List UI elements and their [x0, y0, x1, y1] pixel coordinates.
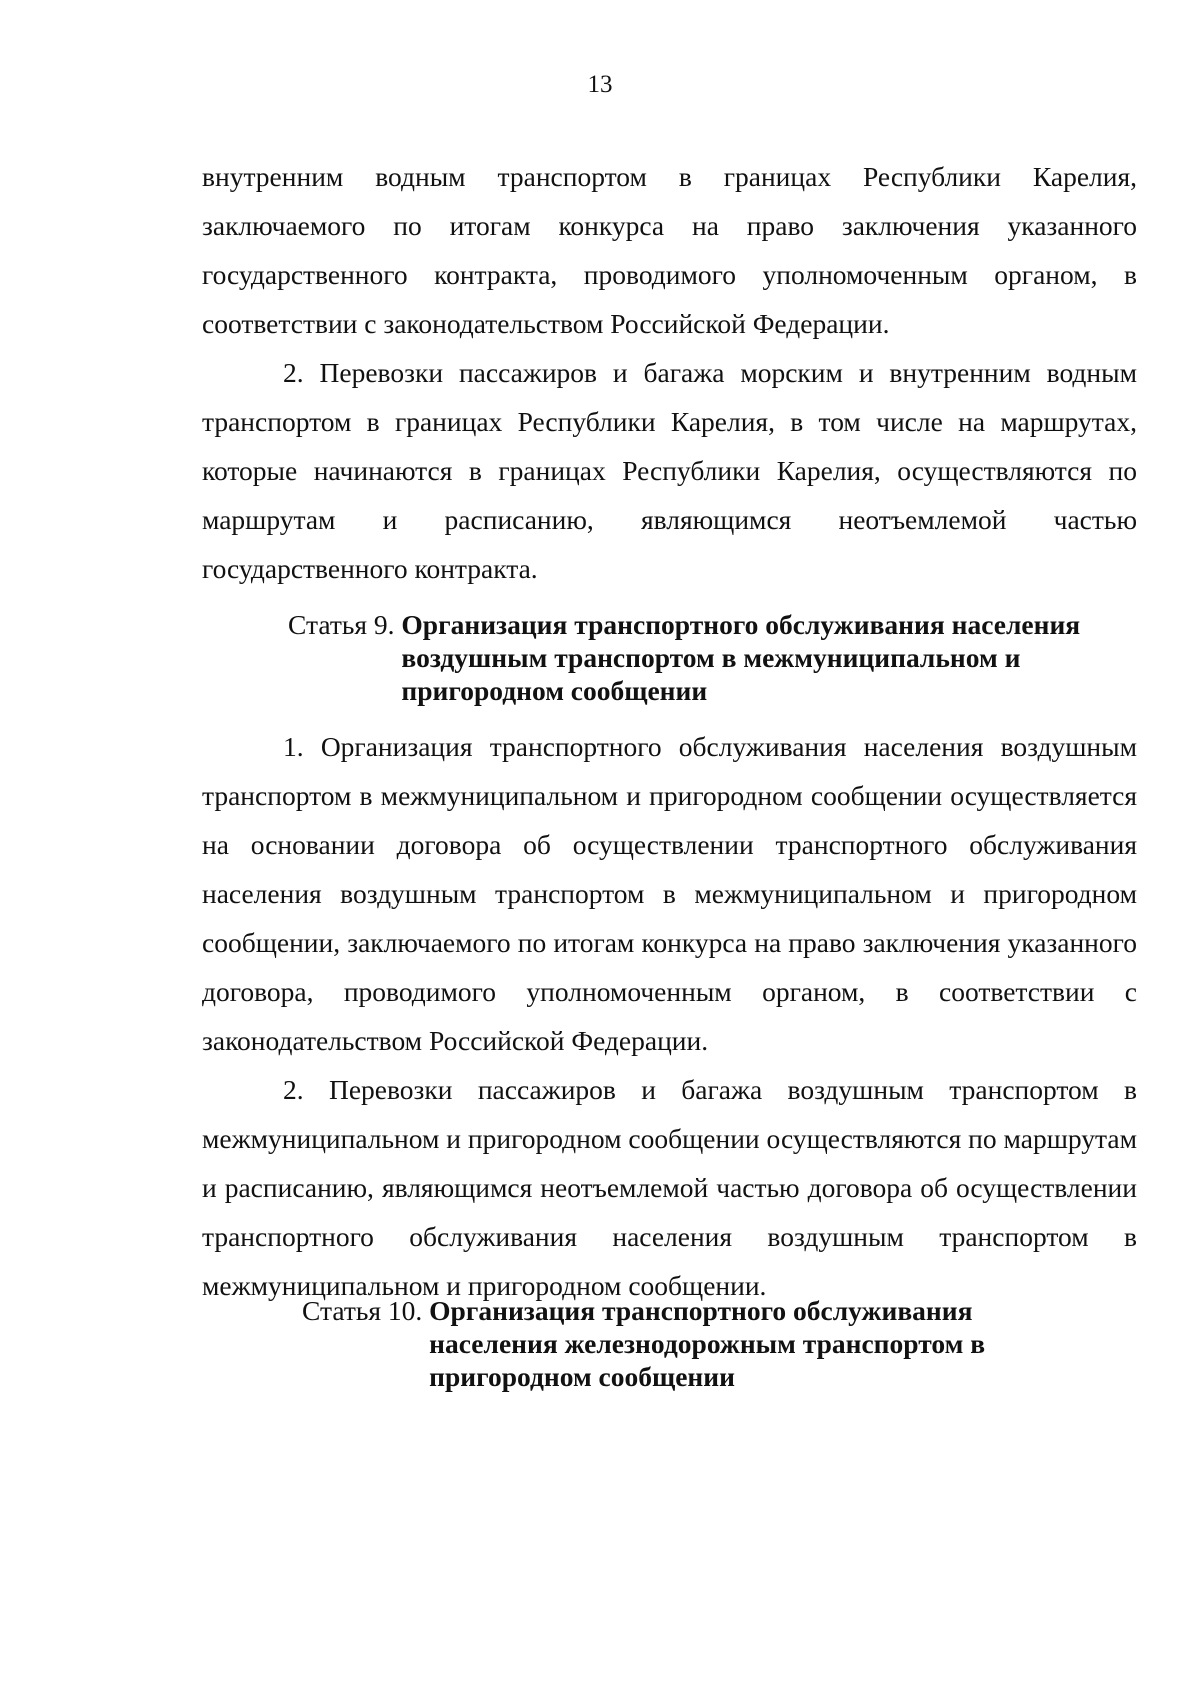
- article-10-title-line-3: пригородном сообщении: [429, 1361, 735, 1392]
- article-9-label: Статья 9.: [288, 609, 402, 640]
- paragraph-continuation: внутренним водным транспортом в границах Республики Карелия, заключаемого по итогам конкурса на право заключения указанного государственного контракта, проводимого уполномоченным органом, в соответствии с законодательством Российской Федерации.: [202, 161, 1137, 339]
- article-9-title: [401, 608, 1080, 707]
- article-10-heading: [302, 1294, 985, 1393]
- article-10-title-line-2: населения железнодорожным транспортом в: [429, 1328, 986, 1359]
- article-10-title-line-1: Организация транспортного обслуживания: [429, 1295, 973, 1326]
- article-9-title-line-3: пригородном сообщении: [401, 675, 708, 706]
- paragraph-9-1: 1. Организация транспортного обслуживания населения воздушным транспортом в межмуниципальном и пригородном сообщении осуществляется на основании договора об осуществлении транспортного обслуживания населения воздушным транспортом в межмуниципальном и пригородном сообщении, заключаемого по итогам конкурса на право заключения указанного договора, проводимого уполномоченным органом, в соответствии с законодательством Российской Федерации.: [202, 731, 1137, 1056]
- article-9-body: [202, 722, 1137, 1310]
- article-10-label: Статья 10.: [302, 1295, 430, 1326]
- continuation-section: [202, 152, 1137, 593]
- article-9-heading: [288, 608, 1080, 707]
- article-9-title-line-1: Организация транспортного обслуживания населения: [401, 609, 1081, 640]
- paragraph-8-2: 2. Перевозки пассажиров и багажа морским и внутренним водным транспортом в границах Республики Карелия, в том числе на маршрутах, которые начинаются в границах Республики Карелия, осуществляются по маршрутам и расписанию, являющимся неотъемлемой частью государственного контракта.: [202, 357, 1137, 584]
- page-number: 13: [587, 71, 613, 98]
- article-9-title-line-2: воздушным транспортом в межмуниципальном и: [401, 642, 1021, 673]
- article-10-title: [429, 1294, 985, 1393]
- paragraph-9-2: 2. Перевозки пассажиров и багажа воздушным транспортом в межмуниципальном и пригородном сообщении осуществляются по маршрутам и расписанию, являющимся неотъемлемой частью договора об осуществлении транспортного обслуживания населения воздушным транспортом в межмуниципальном и пригородном сообщении.: [202, 1074, 1137, 1301]
